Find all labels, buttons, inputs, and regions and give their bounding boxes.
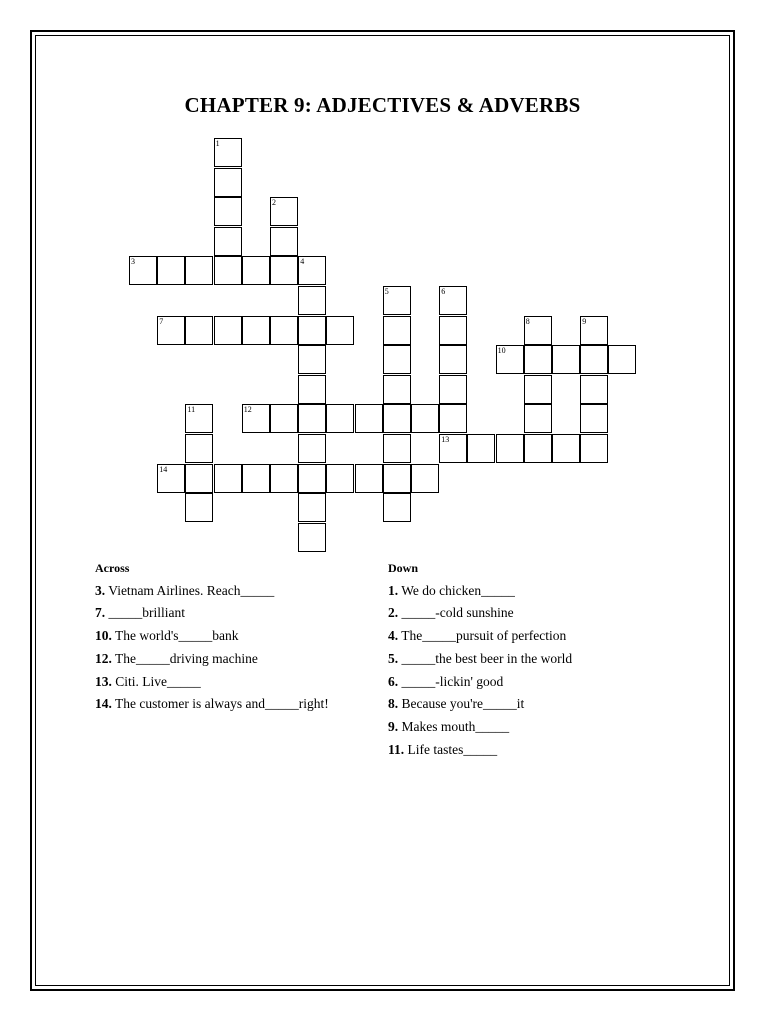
crossword-cell[interactable] xyxy=(185,404,213,433)
clue-num: 10. xyxy=(95,628,112,644)
clue-number: 10 xyxy=(497,346,506,356)
clue-num: 7. xyxy=(95,605,106,621)
clue-text: The_____pursuit of perfection xyxy=(398,628,567,644)
crossword-cell[interactable] xyxy=(298,434,326,463)
across-clue xyxy=(95,648,365,671)
crossword-cell[interactable] xyxy=(242,316,270,345)
crossword-cell[interactable] xyxy=(411,404,439,433)
crossword-cell[interactable] xyxy=(242,256,270,285)
down-clue xyxy=(388,671,668,694)
crossword-cell[interactable] xyxy=(496,345,524,374)
crossword-cell[interactable] xyxy=(185,464,213,493)
crossword-cell[interactable] xyxy=(439,404,467,433)
clue-num: 12. xyxy=(95,650,112,666)
across-clues xyxy=(95,557,365,716)
crossword-cell[interactable] xyxy=(157,256,185,285)
crossword-cell[interactable] xyxy=(524,434,552,463)
clue-text: _____brilliant xyxy=(105,605,185,621)
clue-text: Makes mouth_____ xyxy=(398,718,510,734)
crossword-cell[interactable] xyxy=(552,434,580,463)
clue-text: The customer is always and_____right! xyxy=(111,696,329,712)
down-clue-list xyxy=(388,580,668,762)
crossword-cell[interactable] xyxy=(270,404,298,433)
crossword-cell[interactable] xyxy=(185,316,213,345)
down-clue xyxy=(388,602,668,625)
page-title: CHAPTER 9: ADJECTIVES & ADVERBS xyxy=(184,93,581,117)
down-clue xyxy=(388,716,668,739)
crossword-cell[interactable] xyxy=(270,227,298,256)
crossword-cell[interactable] xyxy=(298,286,326,315)
across-clue xyxy=(95,580,365,603)
clue-number: 12 xyxy=(243,405,252,415)
clue-number: 5 xyxy=(384,287,389,296)
crossword-cell[interactable] xyxy=(214,316,242,345)
crossword-cell[interactable] xyxy=(214,197,242,226)
crossword-cell[interactable] xyxy=(524,375,552,404)
crossword-cell[interactable] xyxy=(439,345,467,374)
crossword-cell[interactable] xyxy=(439,316,467,345)
crossword-cell[interactable] xyxy=(298,316,326,345)
crossword-cell[interactable] xyxy=(214,138,242,167)
crossword-cell[interactable] xyxy=(524,316,552,345)
clue-num: 14. xyxy=(95,696,112,712)
crossword-cell[interactable] xyxy=(214,227,242,256)
clue-text: Because you're_____it xyxy=(398,696,525,712)
crossword-cell[interactable] xyxy=(157,464,185,493)
crossword-cell[interactable] xyxy=(298,375,326,404)
clue-text: Vietnam Airlines. Reach_____ xyxy=(105,582,275,598)
crossword-cell[interactable] xyxy=(524,345,552,374)
clue-text: _____-cold sunshine xyxy=(398,605,514,621)
crossword-cell[interactable] xyxy=(383,345,411,374)
clue-num: 9. xyxy=(388,718,399,734)
crossword-cell[interactable] xyxy=(383,434,411,463)
crossword-cell[interactable] xyxy=(552,345,580,374)
clue-text: We do chicken_____ xyxy=(398,582,515,598)
across-heading: Across xyxy=(95,561,130,575)
clue-num: 5. xyxy=(388,650,399,666)
down-clue xyxy=(388,739,668,762)
crossword-cell[interactable] xyxy=(298,523,326,552)
clue-num: 1. xyxy=(388,582,399,598)
across-clue xyxy=(95,625,365,648)
crossword-cell[interactable] xyxy=(383,375,411,404)
down-clue xyxy=(388,648,668,671)
crossword-cell[interactable] xyxy=(214,168,242,197)
clue-number: 8 xyxy=(525,316,530,326)
clue-number: 7 xyxy=(159,316,164,326)
crossword-cell[interactable] xyxy=(214,464,242,493)
crossword-cell[interactable] xyxy=(383,493,411,522)
crossword-cell[interactable] xyxy=(298,493,326,522)
crossword-cell[interactable] xyxy=(185,434,213,463)
crossword-cell[interactable] xyxy=(242,464,270,493)
crossword-cell[interactable] xyxy=(496,434,524,463)
clue-num: 13. xyxy=(95,673,112,689)
crossword-cell[interactable] xyxy=(467,434,495,463)
crossword-cell[interactable] xyxy=(355,464,383,493)
crossword-cell[interactable] xyxy=(298,345,326,374)
crossword-cell[interactable] xyxy=(439,286,467,315)
crossword-cell[interactable] xyxy=(298,256,326,285)
clue-number: 3 xyxy=(131,257,135,267)
crossword-cell[interactable] xyxy=(157,316,185,345)
crossword-cell[interactable] xyxy=(326,404,354,433)
crossword-cell[interactable] xyxy=(214,256,242,285)
clue-text: The world's_____bank xyxy=(111,628,239,644)
clue-number: 2 xyxy=(272,198,276,208)
down-heading: Down xyxy=(388,561,419,575)
crossword-cell[interactable] xyxy=(439,434,467,463)
clue-num: 2. xyxy=(388,605,399,621)
crossword-cell[interactable] xyxy=(355,404,383,433)
clue-num: 6. xyxy=(388,673,399,689)
across-clue xyxy=(95,671,365,694)
clue-number: 4 xyxy=(300,257,305,267)
down-clue xyxy=(388,625,668,648)
down-clue xyxy=(388,580,668,603)
crossword-cell[interactable] xyxy=(298,404,326,433)
crossword-cell[interactable] xyxy=(185,256,213,285)
down-clue xyxy=(388,693,668,716)
across-clue xyxy=(95,693,365,716)
down-clues xyxy=(388,557,668,761)
crossword-cell[interactable] xyxy=(242,404,270,433)
clue-number: 14 xyxy=(159,464,168,474)
crossword-cell[interactable] xyxy=(580,316,608,345)
crossword-cell[interactable] xyxy=(129,256,157,285)
clue-number: 1 xyxy=(215,139,220,148)
crossword-cell[interactable] xyxy=(326,464,354,493)
crossword-cell[interactable] xyxy=(524,404,552,433)
crossword-cell[interactable] xyxy=(270,464,298,493)
crossword-cell[interactable] xyxy=(608,345,636,374)
clue-num: 11. xyxy=(388,741,405,757)
clue-text: _____-lickin' good xyxy=(398,673,504,689)
clue-number: 11 xyxy=(187,405,196,415)
clue-number: 6 xyxy=(441,287,446,296)
crossword-cell[interactable] xyxy=(580,404,608,433)
clue-text: The_____driving machine xyxy=(111,650,258,666)
crossword-cell[interactable] xyxy=(185,493,213,522)
clue-text: Life tastes_____ xyxy=(404,741,498,757)
crossword-cell[interactable] xyxy=(383,316,411,345)
clue-num: 8. xyxy=(388,696,399,712)
crossword-cell[interactable] xyxy=(411,464,439,493)
crossword-cell[interactable] xyxy=(580,345,608,374)
clue-text: Citi. Live_____ xyxy=(111,673,201,689)
crossword-cell[interactable] xyxy=(270,316,298,345)
crossword-cell[interactable] xyxy=(383,286,411,315)
crossword-cell[interactable] xyxy=(580,434,608,463)
clue-number: 13 xyxy=(441,435,450,444)
across-clue xyxy=(95,602,365,625)
clue-num: 3. xyxy=(95,582,106,598)
crossword-cell[interactable] xyxy=(580,375,608,404)
clue-text: _____the best beer in the world xyxy=(398,650,573,666)
crossword-cell[interactable] xyxy=(326,316,354,345)
crossword-cell[interactable] xyxy=(270,256,298,285)
crossword-cell[interactable] xyxy=(383,404,411,433)
crossword-cell[interactable] xyxy=(439,375,467,404)
clue-number: 9 xyxy=(582,316,587,326)
crossword-cell[interactable] xyxy=(298,464,326,493)
crossword-cell[interactable] xyxy=(383,464,411,493)
across-clue-list xyxy=(95,580,365,716)
crossword-cell[interactable] xyxy=(270,197,298,226)
clue-num: 4. xyxy=(388,628,399,644)
